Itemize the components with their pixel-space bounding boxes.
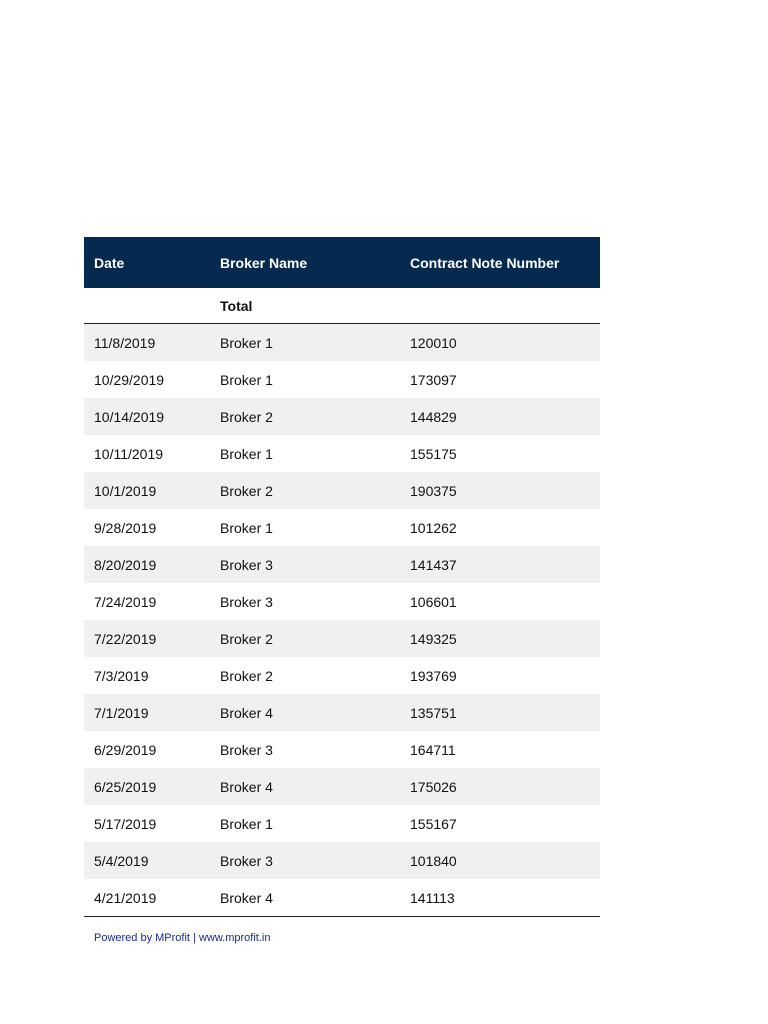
contract-note-number-cell: 164711 [410, 741, 456, 758]
table-row [84, 657, 600, 694]
contract-note-number-cell: 141437 [400, 546, 600, 583]
date-cell: 7/22/2019 [84, 620, 210, 657]
date-cell: 8/20/2019 [84, 546, 210, 583]
date-cell: 5/4/2019 [84, 842, 210, 879]
contract-notes-table [84, 237, 600, 917]
table-row [84, 583, 600, 620]
contract-note-number-cell: 175026 [400, 768, 600, 805]
contract-note-number-cell: 190375 [400, 472, 600, 509]
broker-name-cell: Broker 1 [220, 445, 273, 462]
total-label: Total [210, 288, 400, 324]
date-cell: 9/28/2019 [94, 519, 157, 536]
broker-name-cell: Broker 4 [210, 879, 400, 917]
broker-name-cell: Broker 2 [210, 472, 400, 509]
table-row [84, 546, 600, 583]
total-date-cell [84, 288, 210, 324]
contract-note-number-cell: 101840 [400, 842, 600, 879]
date-cell: 6/29/2019 [94, 741, 157, 758]
table-row [84, 435, 600, 472]
total-contract-note-cell [400, 288, 600, 324]
broker-name-cell: Broker 3 [220, 593, 273, 610]
contract-note-number-cell: 155175 [410, 445, 457, 462]
broker-name-cell: Broker 3 [210, 842, 400, 879]
table-row [84, 509, 600, 546]
contract-note-number-cell: 193769 [410, 667, 457, 684]
contract-note-number-cell: 135751 [400, 694, 600, 731]
contract-note-number-cell: 141113 [400, 879, 600, 917]
table-row [84, 731, 600, 768]
table-row [84, 694, 600, 731]
date-cell: 7/24/2019 [94, 593, 157, 610]
table-row [84, 620, 600, 657]
date-cell: 7/1/2019 [84, 694, 210, 731]
broker-name-cell: Broker 2 [210, 620, 400, 657]
table-row [84, 324, 600, 362]
contract-note-number-cell: 101262 [410, 519, 457, 536]
table-row [84, 398, 600, 435]
contract-note-number-cell: 144829 [400, 398, 600, 435]
broker-name-cell: Broker 4 [210, 768, 400, 805]
table-header [84, 237, 600, 288]
broker-name-cell: Broker 4 [210, 694, 400, 731]
table-row [84, 768, 600, 805]
table-body [84, 288, 600, 917]
contract-note-number-cell: 120010 [400, 324, 600, 362]
date-cell: 11/8/2019 [84, 324, 210, 362]
date-cell: 6/25/2019 [84, 768, 210, 805]
table-row [84, 472, 600, 509]
table-row [84, 879, 600, 917]
date-cell: 5/17/2019 [94, 815, 157, 832]
broker-name-cell: Broker 3 [220, 741, 273, 758]
broker-name-cell: Broker 1 [220, 519, 273, 536]
table-row [84, 805, 600, 842]
contract-note-number-cell: 173097 [410, 371, 457, 388]
powered-by-link[interactable]: Powered by MProfit | www.mprofit.in [94, 932, 271, 944]
broker-name-cell: Broker 2 [220, 667, 273, 684]
column-header-date: Date [84, 237, 210, 288]
date-cell: 10/11/2019 [94, 445, 164, 462]
table-row [84, 361, 600, 398]
date-cell: 4/21/2019 [84, 879, 210, 917]
column-header-broker-name: Broker Name [210, 237, 400, 288]
column-header-contract-note-number: Contract Note Number [400, 237, 600, 288]
date-cell: 10/14/2019 [84, 398, 210, 435]
broker-name-cell: Broker 1 [220, 371, 273, 388]
contract-note-number-cell: 155167 [410, 815, 457, 832]
header-row [84, 237, 600, 288]
broker-name-cell: Broker 1 [210, 324, 400, 362]
table-row [84, 842, 600, 879]
date-cell: 10/29/2019 [94, 371, 165, 388]
contract-note-number-cell: 149325 [400, 620, 600, 657]
contract-note-number-cell: 106601 [410, 593, 457, 610]
broker-name-cell: Broker 2 [210, 398, 400, 435]
date-cell: 10/1/2019 [84, 472, 210, 509]
total-row [84, 288, 600, 324]
broker-name-cell: Broker 3 [210, 546, 400, 583]
date-cell: 7/3/2019 [94, 667, 149, 684]
broker-name-cell: Broker 1 [220, 815, 273, 832]
